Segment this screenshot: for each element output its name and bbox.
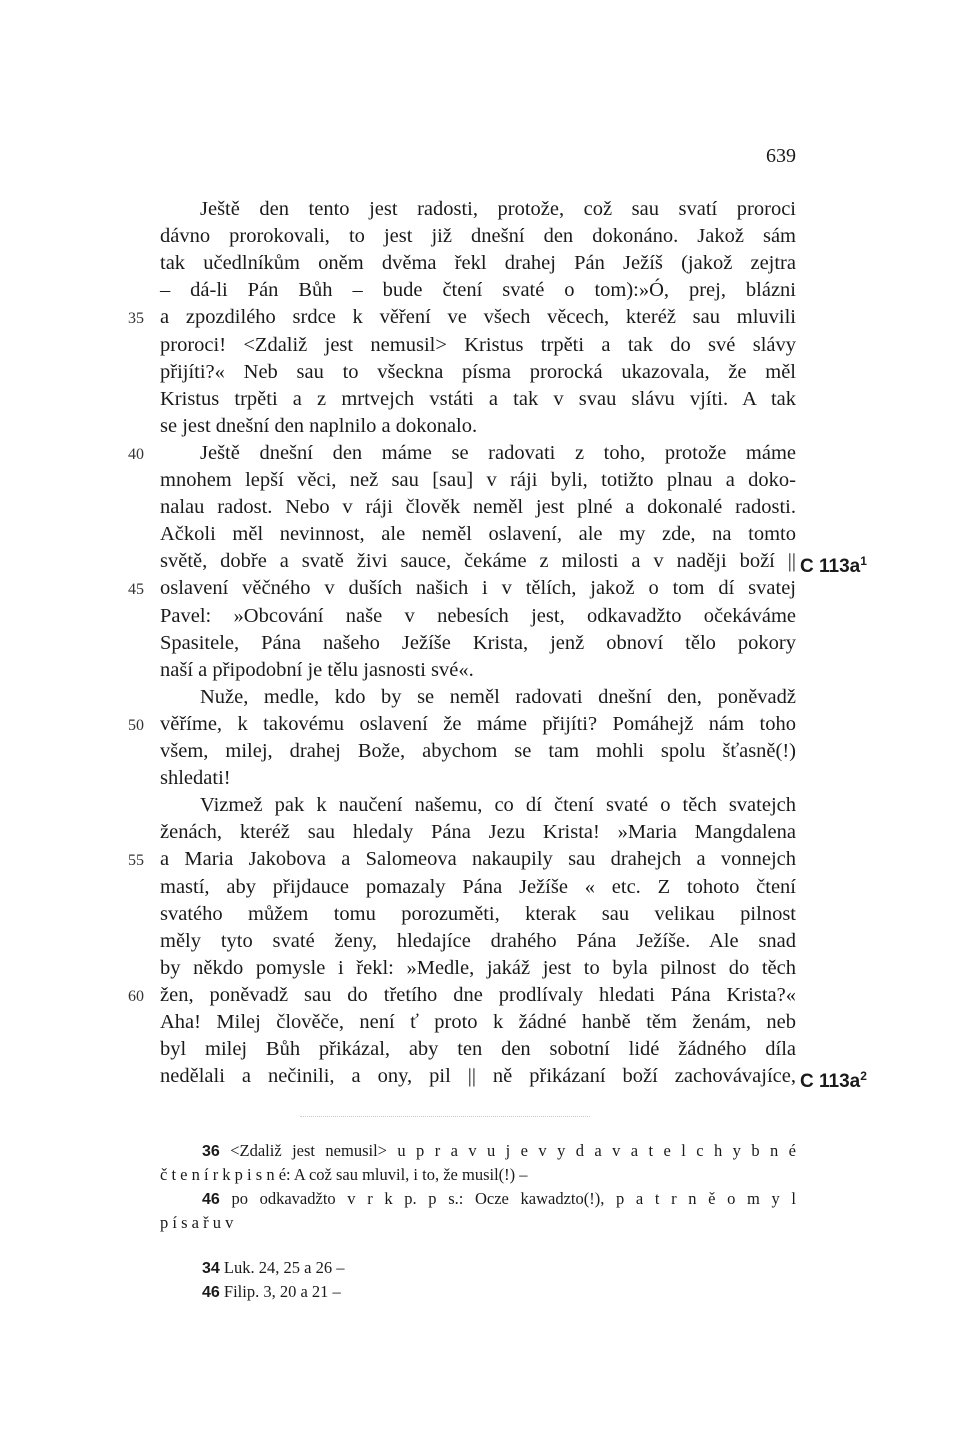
footnote-number: 36 [202,1143,220,1160]
text-line: Spasitele, Pána našeho Ježíše Krista, jenž obnoví tělo pokory [160,631,796,654]
text-line: ženách, kteréž sau hledaly Pána Jezu Krista! »Maria Mangdalena [160,821,796,844]
critical-note [160,1163,796,1187]
manuscript-folio-ref: C $113a^2$ [800,1069,867,1093]
text-line: přijíti?« Neb sau to všeckna písma prorocká ukazovala, že měl [160,360,796,383]
footnote-number: 46 [202,1191,220,1208]
footnote-text: č t e n í r k p i s n é: A což sau mluvil, i to, že musil(!) – [160,1165,528,1184]
text-line: světě, dobře a svatě živi sauce, čekáme z milosti a v naději boží || [160,550,796,573]
critical-note [160,1211,796,1235]
line-number: 60 [128,987,144,1005]
text-line: všem, milej, drahej Bože, abychom se tam mohli spolu šťasně(!) [160,740,796,762]
footnote-text: p í s a ř u v [160,1213,234,1232]
text-line: nalau radost. Nebo v ráji člověk neměl jest plné a dokonalé radosti. [160,496,796,519]
footnote-number: 46 [202,1284,220,1301]
text-line: Nuže, medle, kdo by se neměl radovati dnešní den, poněvadž [200,685,796,708]
line-number: 45 [128,581,144,599]
text-line: Ještě den tento jest radosti, protože, což sau svatí proroci [200,198,796,220]
text-line: a zpozdilého srdce k věření ve všech věcech, kteréž sau mluvili [160,306,796,329]
text-line: oslavení věčného v duších našich i v tělích, jakož o tom dí svatej [160,577,796,600]
text-line: naší a připodobní je tělu jasnosti své«. [160,658,474,681]
text-line: Kristus trpěti a z mrtvejch vstáti a tak v svau slávu vjíti. A tak [160,387,796,410]
critical-note [160,1187,796,1211]
line-number: 35 [128,310,144,328]
line-number: 55 [128,852,144,870]
critical-note [160,1139,796,1163]
manuscript-folio-ref: C $113a^1$ [800,554,867,578]
text-line: věříme, k takovému oslavení že máme přijíti? Pomáhejž nám toho [160,712,796,735]
text-line: – dá-li Pán Bůh – bude čtení svaté o tom):»Ó, prej, blázni [160,279,796,302]
text-line: tak učedlníkům oněm dvěma řekl drahej Pán Ježíš (jakož zejtra [160,252,796,275]
footnote-divider [300,1116,590,1117]
text-line: žen, poněvadž sau do třetího dne prodlívaly hledati Pána Krista?« [160,983,796,1006]
text-line: dávno prorokovali, to jest již dnešní den dokonáno. Jakož sám [160,225,796,248]
text-line: nedělali a nečinili, a ony, pil || ně přikázaní boží zachovávajíce, [160,1065,796,1088]
text-line: měly tyto svaté ženy, hledajíce drahého Pána Ježíše. Ale snad [160,929,796,952]
line-number: 40 [128,445,144,463]
footnote-text: <Zdaliž jest nemusil> u p r a v u j e v y d a v a t e l c h y b n é [230,1141,796,1160]
footnote-number: 34 [202,1260,220,1277]
line-number: 50 [128,716,144,734]
text-line: byl milej Bůh přikázal, aby ten den sobotní lidé žádného díla [160,1038,796,1061]
source-note [160,1256,796,1280]
text-line: mastí, aby přijdauce pomazaly Pána Ježíše « etc. Z tohoto čtení [160,875,796,898]
text-line: Vizmež pak k naučení našemu, co dí čtení svaté o těch svatejch [200,794,796,817]
page-number: 639 [766,145,796,167]
text-line: mnohem lepší věci, než sau [sau] v ráji byli, totižto plnau a doko- [160,469,796,491]
source-note [160,1280,796,1304]
text-line: Ačkoli měl nevinnost, ale neměl oslavení, ale my zde, na tomto [160,523,796,546]
text-line: Pavel: »Obcování naše v nebesích jest, odkavadžto očekáváme [160,604,796,627]
footnote-text: po odkavadžto v r k p. p s.: Ocze kawadzto(!), p a t r n ě o m y l [231,1189,796,1208]
footnote-text: Filip. 3, 20 a 21 – [223,1282,341,1301]
text-line: svatého můžem tomu porozuměti, kterak sau velikau pilnost [160,902,796,925]
text-line: a Maria Jakobova a Salomeova nakaupily sau drahejch a vonnejch [160,848,796,871]
footnote-text: Luk. 24, 25 a 26 – [223,1258,345,1277]
text-line: proroci! <Zdaliž jest nemusil> Kristus trpěti a tak do své slávy [160,333,796,356]
text-line: Ještě dnešní den máme se radovati z toho, protože máme [200,441,796,464]
text-line: Aha! Milej člověče, není ť proto k žádné hanbě těm ženám, neb [160,1011,796,1033]
text-line: se jest dnešní den naplnilo a dokonalo. [160,414,478,437]
text-line: shledati! [160,767,231,790]
text-line: by někdo pomysle i řekl: »Medle, jakáž jest to byla pilnost do těch [160,956,796,979]
